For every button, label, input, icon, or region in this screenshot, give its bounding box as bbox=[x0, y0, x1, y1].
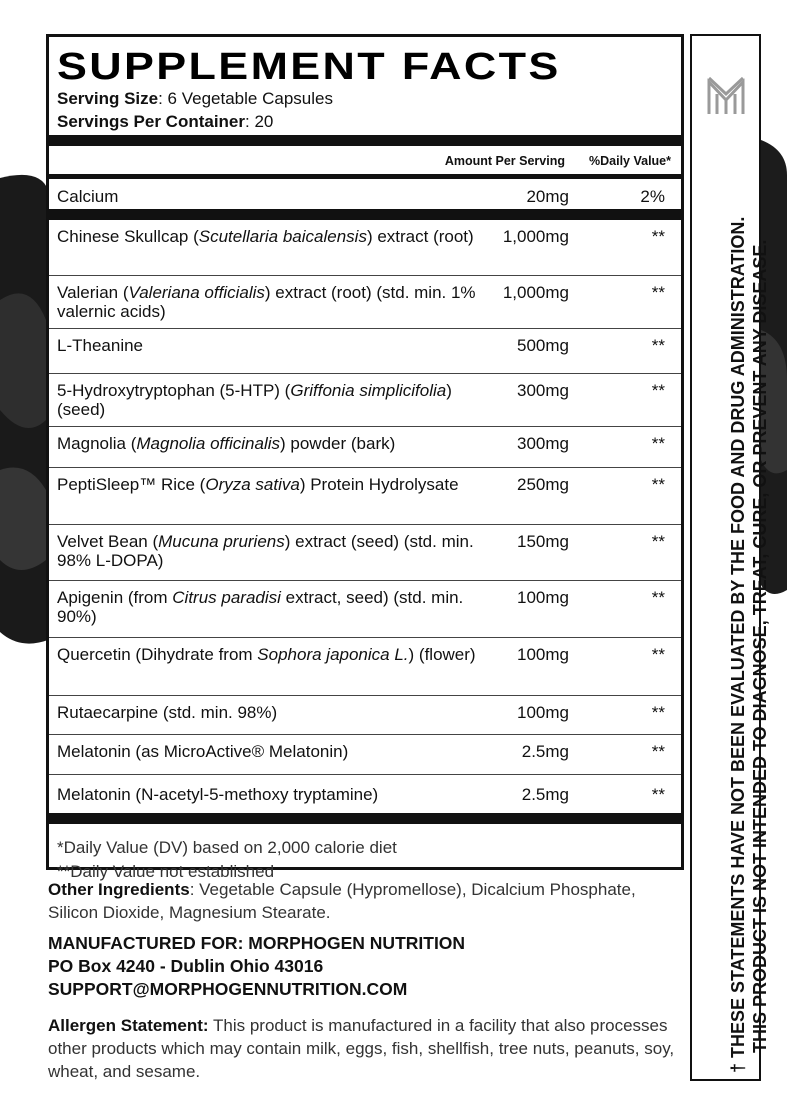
manufacturer-info bbox=[48, 932, 683, 1001]
ingredient-name: Apigenin (from Citrus paradisi extract, seed) (std. min. 90%) bbox=[57, 588, 464, 626]
ingredient-row bbox=[49, 329, 681, 374]
other-ingredients-label: Other Ingredients bbox=[48, 880, 190, 899]
ingredient-row bbox=[49, 696, 681, 735]
ingredient-amount: 300mg bbox=[517, 434, 569, 453]
manufacturer-address: PO Box 4240 - Dublin Ohio 43016 bbox=[48, 956, 324, 976]
footnote-daily-value: *Daily Value (DV) based on 2,000 calorie diet bbox=[57, 838, 397, 857]
supplement-facts-panel bbox=[46, 34, 684, 881]
thick-divider bbox=[49, 135, 681, 146]
footnotes bbox=[49, 824, 681, 884]
daily-value-header: %Daily Value* bbox=[589, 154, 671, 168]
thick-divider bbox=[49, 813, 681, 824]
ingredient-row bbox=[49, 468, 681, 525]
disclaimer-line-2: THIS PRODUCT IS NOT INTENDED TO DIAGNOSE, TREAT, CURE, OR PREVENT ANY DISEASE. bbox=[750, 239, 770, 1053]
ingredient-amount: 300mg bbox=[517, 381, 569, 400]
ingredient-amount: 150mg bbox=[517, 532, 569, 551]
ingredient-daily-value: ** bbox=[651, 742, 665, 761]
thick-divider bbox=[49, 209, 681, 220]
serving-size bbox=[57, 87, 681, 110]
disclaimer-text bbox=[727, 173, 771, 1073]
ingredient-name: Valerian (Valeriana officialis) extract (root) (std. min. 1% valernic acids) bbox=[57, 283, 476, 321]
ingredient-name: Melatonin (as MicroActive® Melatonin) bbox=[57, 742, 349, 761]
ingredient-amount: 2.5mg bbox=[521, 742, 569, 761]
ingredient-name: Rutaecarpine (std. min. 98%) bbox=[57, 703, 278, 722]
serving-size-value: : 6 Vegetable Capsules bbox=[158, 89, 333, 108]
ingredient-daily-value: ** bbox=[651, 785, 665, 804]
ingredient-row bbox=[49, 581, 681, 638]
nutrient-name: Calcium bbox=[57, 187, 119, 206]
ingredient-daily-value: ** bbox=[651, 703, 665, 722]
ingredient-daily-value: ** bbox=[651, 283, 665, 302]
ingredient-daily-value: ** bbox=[651, 227, 665, 246]
ingredient-daily-value: ** bbox=[651, 336, 665, 355]
other-ingredients-text: : Vegetable Capsule (Hypromellose), Dicalcium Phosphate, Silicon Dioxide, Magnesium Stearate. bbox=[48, 880, 636, 922]
ingredient-daily-value: ** bbox=[651, 588, 665, 607]
ingredient-name: 5-Hydroxytryptophan (5-HTP) (Griffonia simplicifolia) (seed) bbox=[57, 381, 452, 419]
serving-size-label: Serving Size bbox=[57, 89, 159, 108]
ingredient-name: Quercetin (Dihydrate from Sophora japonica L.) (flower) bbox=[57, 645, 476, 664]
column-header bbox=[49, 146, 681, 174]
ingredient-row bbox=[49, 276, 681, 329]
manufacturer-email: SUPPORT@MORPHOGENNUTRITION.COM bbox=[48, 979, 408, 999]
ingredient-name: Melatonin (N-acetyl-5-methoxy tryptamine) bbox=[57, 785, 379, 804]
ingredient-name: Chinese Skullcap (Scutellaria baicalensis) extract (root) bbox=[57, 227, 474, 246]
ingredient-daily-value: ** bbox=[651, 532, 665, 551]
allergen-label: Allergen Statement: bbox=[48, 1016, 209, 1035]
ingredient-amount: 100mg bbox=[517, 588, 569, 607]
ingredient-row bbox=[49, 427, 681, 468]
nutrient-daily-value: 2% bbox=[640, 187, 665, 206]
ingredient-name: L-Theanine bbox=[57, 336, 144, 355]
allergen-text: This product is manufactured in a facility that also processes other products which may contain milk, eggs, fish, shellfish, tree nuts, peanuts, soy, wheat, and sesame. bbox=[48, 1016, 675, 1081]
ingredient-row bbox=[49, 735, 681, 775]
ingredient-amount: 1,000mg bbox=[502, 283, 569, 302]
ingredient-name: Magnolia (Magnolia officinalis) powder (bark) bbox=[57, 434, 396, 453]
ingredient-amount: 250mg bbox=[517, 475, 569, 494]
ingredient-row bbox=[49, 775, 681, 813]
ingredient-daily-value: ** bbox=[651, 434, 665, 453]
ingredient-amount: 100mg bbox=[517, 645, 569, 664]
disclaimer-strip bbox=[690, 34, 770, 1081]
other-ingredients bbox=[48, 878, 683, 924]
servings-per-container bbox=[57, 110, 681, 133]
ingredient-daily-value: ** bbox=[651, 381, 665, 400]
manufacturer-line: MANUFACTURED FOR: MORPHOGEN NUTRITION bbox=[48, 933, 466, 953]
panel-title: SUPPLEMENT FACTS bbox=[57, 46, 561, 88]
ingredient-amount: 100mg bbox=[517, 703, 569, 722]
ingredient-name: Velvet Bean (Mucuna pruriens) extract (seed) (std. min. 98% L-DOPA) bbox=[57, 532, 474, 570]
ingredient-amount: 1,000mg bbox=[502, 227, 569, 246]
allergen-statement bbox=[48, 1014, 683, 1083]
amount-per-serving-header: Amount Per Serving bbox=[444, 154, 565, 168]
servings-per-container-label: Servings Per Container bbox=[57, 112, 246, 131]
brand-logo-icon bbox=[706, 74, 746, 116]
ingredient-row bbox=[49, 525, 681, 581]
ingredient-row bbox=[49, 638, 681, 696]
ingredient-daily-value: ** bbox=[651, 475, 665, 494]
ingredient-daily-value: ** bbox=[651, 645, 665, 664]
ingredient-name: PeptiSleep™ Rice (Oryza sativa) Protein Hydrolysate bbox=[57, 475, 459, 494]
ingredient-amount: 500mg bbox=[517, 336, 569, 355]
ingredient-amount: 2.5mg bbox=[521, 785, 569, 804]
disclaimer-line-1: † THESE STATEMENTS HAVE NOT BEEN EVALUATED BY THE FOOD AND DRUG ADMINISTRATION. bbox=[728, 216, 748, 1073]
nutrient-row-calcium bbox=[49, 179, 681, 209]
ingredient-row bbox=[49, 220, 681, 276]
nutrient-amount: 20mg bbox=[526, 187, 569, 206]
servings-per-container-value: : 20 bbox=[245, 112, 274, 131]
ingredient-row bbox=[49, 374, 681, 427]
footnote-not-established: **Daily Value not established bbox=[57, 862, 275, 881]
